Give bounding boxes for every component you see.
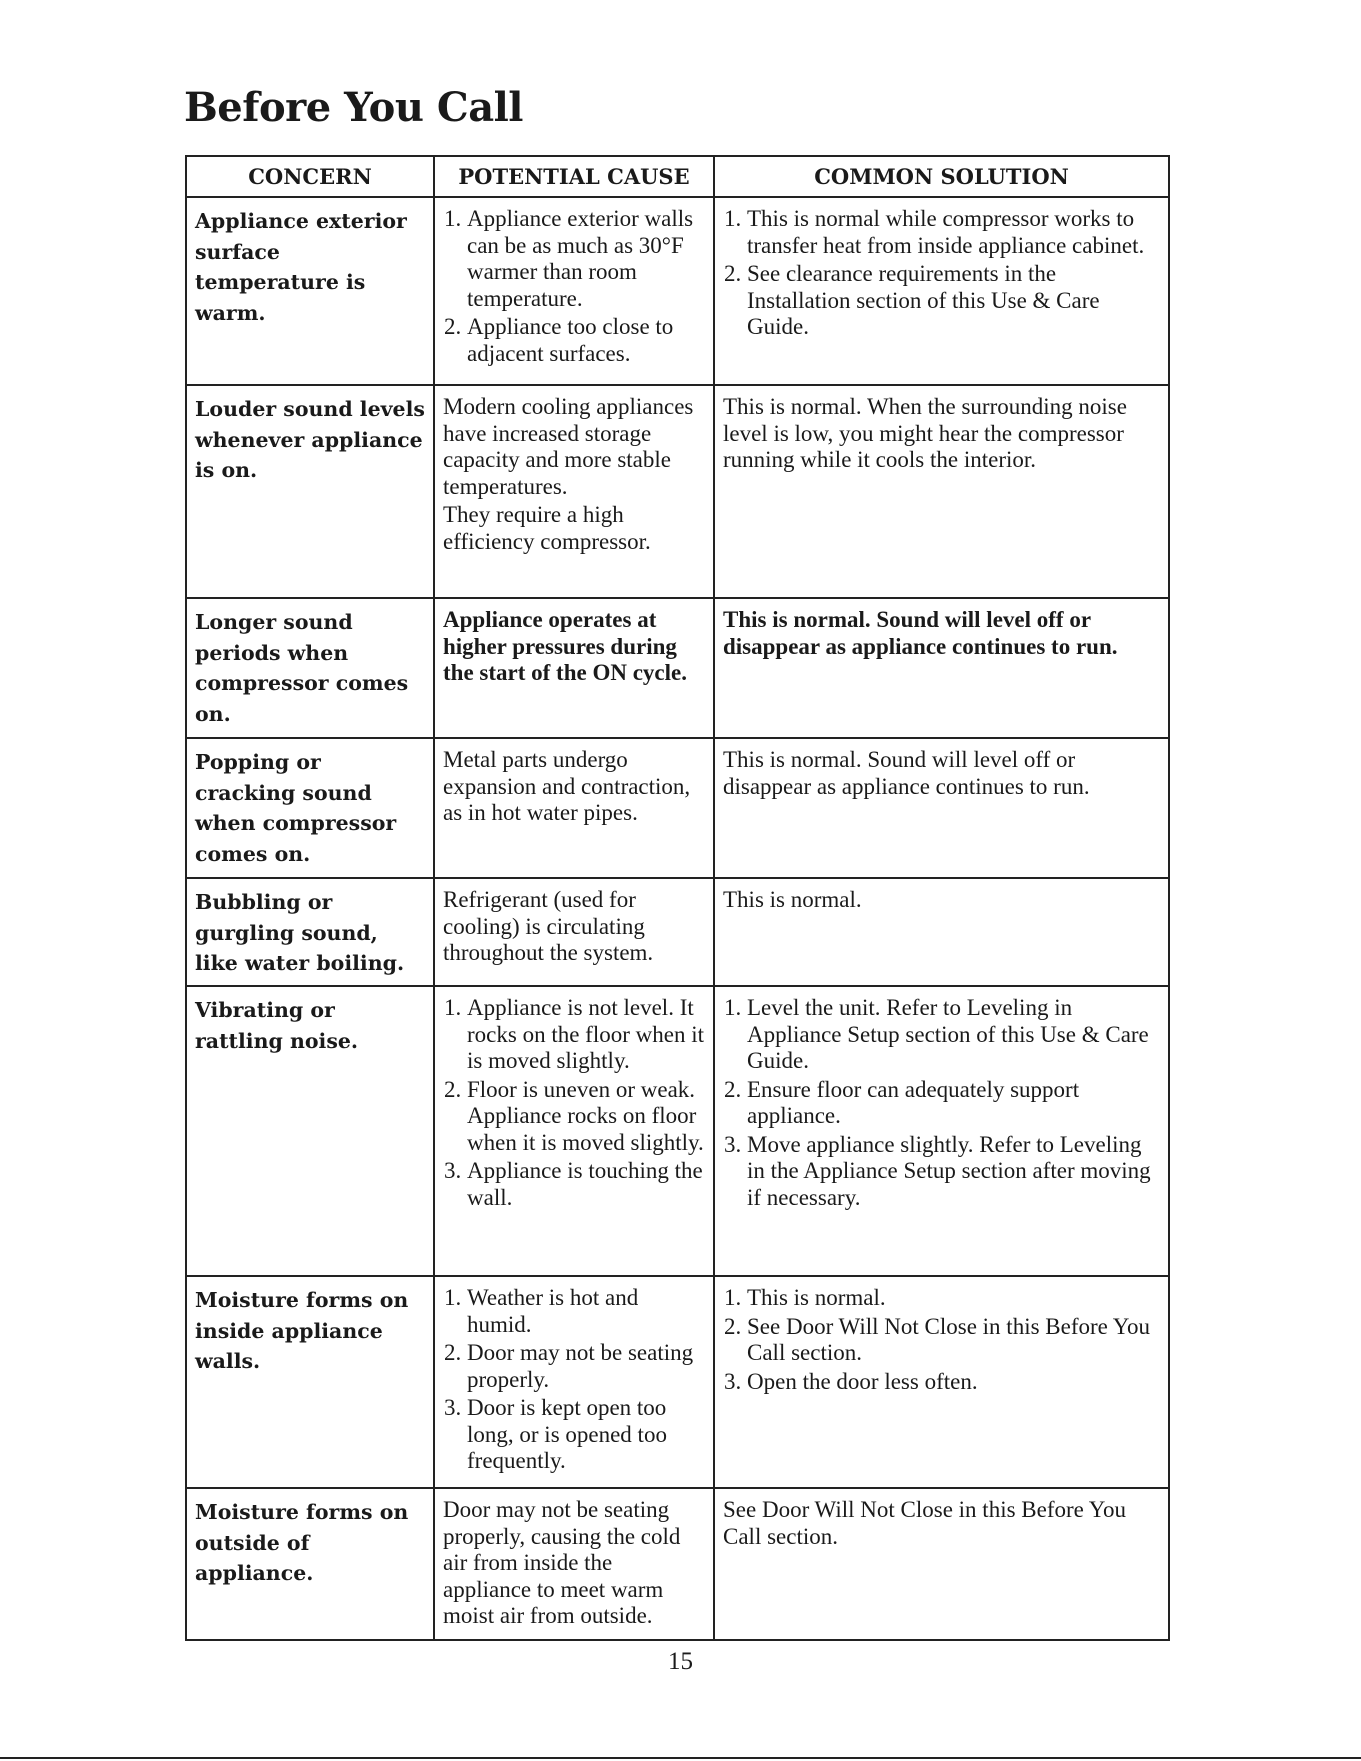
list-item: 2. Door may not be seating properly.: [467, 1340, 705, 1393]
solution-cell: See Door Will Not Close in this Before You Call section.: [714, 1488, 1169, 1640]
list-item: 3. Door is kept open too long, or is opened too frequently.: [467, 1395, 705, 1475]
list-item: 2. Ensure floor can adequately support appliance.: [747, 1077, 1160, 1130]
solution-cell: This is normal. Sound will level off or disappear as appliance continues to run.: [714, 598, 1169, 738]
concern-cell: Appliance exterior surface temperature is warm.: [186, 197, 434, 385]
page-number: 15: [668, 1648, 693, 1675]
cause-cell: Refrigerant (used for cooling) is circulating throughout the system.: [434, 878, 714, 986]
cause-list: [443, 206, 705, 367]
concern-cell: Longer sound periods when compressor comes on.: [186, 598, 434, 738]
solution-list: [723, 1285, 1160, 1395]
list-item: 3. Appliance is touching the wall.: [467, 1158, 705, 1211]
list-item: 1. This is normal.: [747, 1285, 1160, 1312]
page-title: Before You Call: [184, 84, 524, 131]
list-item: 1. Appliance exterior walls can be as much as 30°F warmer than room temperature.: [467, 206, 705, 312]
solution-cell: This is normal. Sound will level off or disappear as appliance continues to run.: [714, 738, 1169, 878]
solution-list: [723, 995, 1160, 1211]
concern-cell: Moisture forms on outside of appliance.: [186, 1488, 434, 1640]
cause-list: [443, 1285, 705, 1475]
table-row: [186, 385, 1169, 598]
table-row: [186, 598, 1169, 738]
cause-cell: [434, 1276, 714, 1488]
table-row: [186, 1276, 1169, 1488]
concern-cell: Bubbling or gurgling sound, like water boiling.: [186, 878, 434, 986]
solution-cell: [714, 197, 1169, 385]
header-concern: CONCERN: [186, 156, 434, 197]
table-header-row: [186, 156, 1169, 197]
solution-cell: This is normal.: [714, 878, 1169, 986]
cause-list: [443, 995, 705, 1211]
concern-cell: Louder sound levels whenever appliance is on.: [186, 385, 434, 598]
concern-cell: Popping or cracking sound when compressor comes on.: [186, 738, 434, 878]
cause-cell: [434, 197, 714, 385]
table-row: [186, 738, 1169, 878]
cause-paragraph: Modern cooling appliances have increased storage capacity and more stable temperatures.: [443, 394, 694, 499]
cause-cell: [434, 385, 714, 598]
solution-cell: This is normal. When the surrounding noise level is low, you might hear the compressor running while it cools the interior.: [714, 385, 1169, 598]
list-item: 1. This is normal while compressor works to transfer heat from inside appliance cabinet.: [747, 206, 1160, 259]
list-item: 1. Appliance is not level. It rocks on the floor when it is moved slightly.: [467, 995, 705, 1075]
list-item: 2. See Door Will Not Close in this Before You Call section.: [747, 1314, 1160, 1367]
list-item: 1. Level the unit. Refer to Leveling in Appliance Setup section of this Use & Care Guide.: [747, 995, 1160, 1075]
list-item: 3. Open the door less often.: [747, 1369, 1160, 1396]
list-item: 2. Appliance too close to adjacent surfaces.: [467, 314, 705, 367]
cause-cell: Door may not be seating properly, causing the cold air from inside the appliance to meet warm moist air from outside.: [434, 1488, 714, 1640]
table-row: [186, 1488, 1169, 1640]
solution-list: [723, 206, 1160, 341]
list-item: 2. See clearance requirements in the Installation section of this Use & Care Guide.: [747, 261, 1160, 341]
cause-cell: Appliance operates at higher pressures during the start of the ON cycle.: [434, 598, 714, 738]
concern-cell: Vibrating or rattling noise.: [186, 986, 434, 1276]
bottom-divider: [0, 1757, 1361, 1759]
troubleshooting-table: [185, 155, 1170, 1641]
solution-cell: [714, 1276, 1169, 1488]
list-item: 1. Weather is hot and humid.: [467, 1285, 705, 1338]
solution-cell: [714, 986, 1169, 1276]
header-potential-cause: POTENTIAL CAUSE: [434, 156, 714, 197]
cause-cell: [434, 986, 714, 1276]
concern-cell: Moisture forms on inside appliance walls.: [186, 1276, 434, 1488]
list-item: 3. Move appliance slightly. Refer to Leveling in the Appliance Setup section after moving if necessary.: [747, 1132, 1160, 1212]
table-row: [186, 986, 1169, 1276]
cause-paragraph: They require a high efficiency compressor.: [443, 502, 651, 554]
cause-cell: Metal parts undergo expansion and contraction, as in hot water pipes.: [434, 738, 714, 878]
list-item: 2. Floor is uneven or weak. Appliance rocks on floor when it is moved slightly.: [467, 1077, 705, 1157]
header-common-solution: COMMON SOLUTION: [714, 156, 1169, 197]
table-row: [186, 197, 1169, 385]
table-row: [186, 878, 1169, 986]
